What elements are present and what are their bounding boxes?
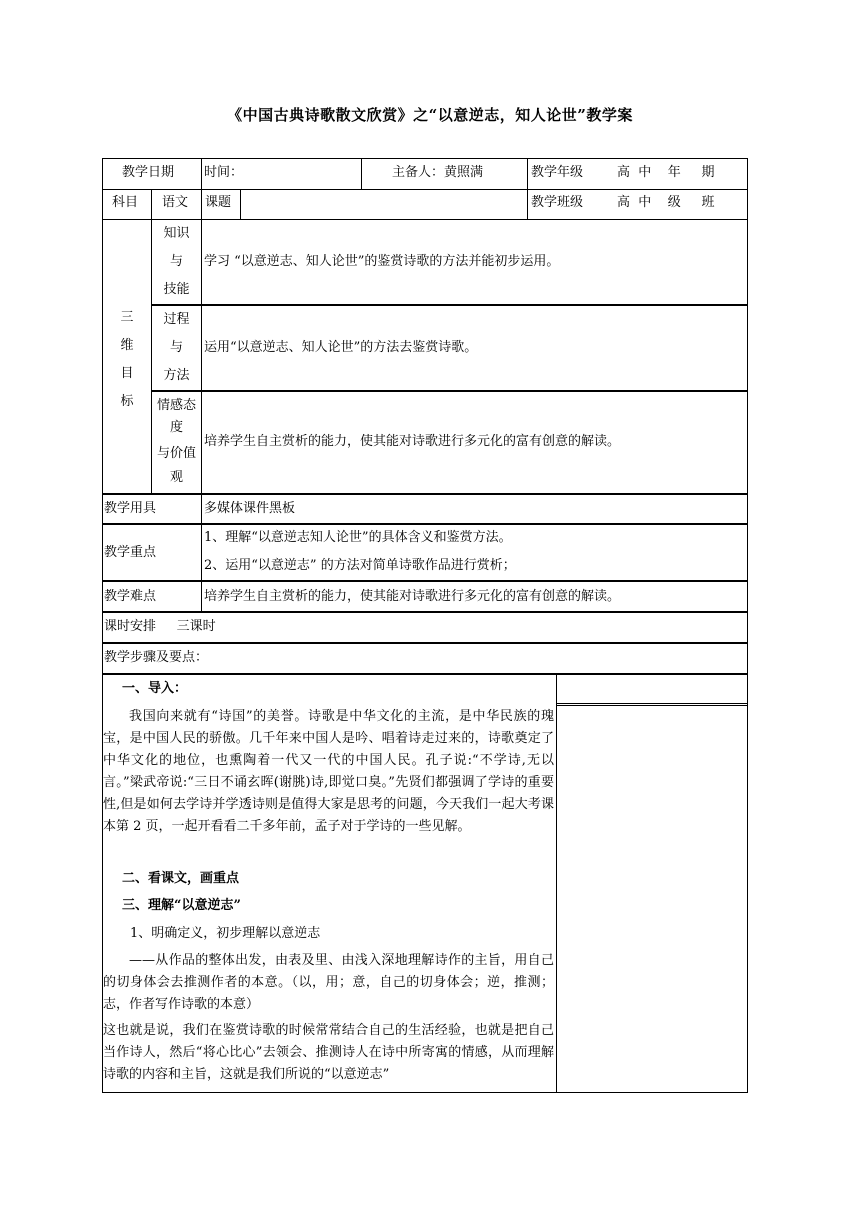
section-understand-heading: 三、理解“以意逆志” bbox=[122, 898, 241, 913]
objective-emotion-text: 培养学生自主赏析的能力，使其能对诗歌进行多元化的富有创意的解读。 bbox=[204, 434, 621, 449]
class-label: 教学班级 bbox=[531, 195, 584, 210]
class-value: 高 中 级 班 bbox=[617, 195, 715, 210]
step-definition: 1、明确定义，初步理解以意逆志 bbox=[130, 926, 321, 941]
section-read-heading: 二、看课文，画重点 bbox=[122, 871, 240, 886]
difficulty-value: 培养学生自主赏析的能力，使其能对诗歌进行多元化的富有创意的解读。 bbox=[204, 589, 621, 604]
subject-label: 科目 bbox=[112, 195, 139, 210]
subject-value: 语文 bbox=[162, 195, 189, 210]
topic-label: 课题 bbox=[205, 195, 232, 210]
steps-label: 教学步骤及要点： bbox=[104, 650, 209, 665]
definition-paragraph: ——从作品的整体出发，由表及里、由浅入深地理解诗作的主旨，用自己的切身体会去推测作者的本意。（以，用；意，自己的切身体会；逆，推测；志，作者写作诗歌的本意） bbox=[103, 953, 554, 1012]
key-point-1: 1、理解“以意逆志知人论世”的具体含义和鉴赏方法。 bbox=[204, 530, 512, 545]
explanation-paragraph: 这也就是说，我们在鉴赏诗歌的时候常常结合自己的生活经验，也就是把自己当作诗人，然后“将心比心”去领会、推测诗人在诗中所寄寓的情感，从而理解诗歌的内容和主旨，这就是我们所说的“以意逆志” bbox=[103, 1023, 554, 1082]
intro-paragraph: 我国向来就有“诗国”的美誉。诗歌是中华文化的主流，是中华民族的瑰宝，是中国人民的骄傲。几千年来中国人是吟、唱着诗走过来的，诗歌奠定了中华文化的地位，也熏陶着一代又一代的中国人民。孔子说:“不学诗,无以言。”梁武帝说:“三日不诵玄晖(谢朓)诗,即觉口臭。”先贤们都强调了学诗的重要性,但是如何去学诗并学透诗则是值得大家是思考的问题，今天我们一起大考课本第 2 页，一起开看看二千多年前，孟子对于学诗的一些见解。 bbox=[103, 709, 554, 834]
schedule: 课时安排 三课时 bbox=[104, 619, 216, 634]
key-points-label: 教学重点 bbox=[104, 545, 157, 560]
grade-value: 高 中 年 期 bbox=[617, 165, 715, 180]
objective-process-text: 运用“以意逆志、知人论世”的方法去鉴赏诗歌。 bbox=[204, 340, 478, 355]
tools-label: 教学用具 bbox=[104, 501, 157, 516]
teach-date-label: 教学日期 bbox=[122, 165, 175, 180]
objective-knowledge-text: 学习 “以意逆志、知人论世”的鉴赏诗歌的方法并能初步运用。 bbox=[204, 254, 560, 269]
section-intro-heading: 一、导入： bbox=[122, 681, 188, 696]
difficulty-label: 教学难点 bbox=[104, 589, 157, 604]
document-title: 《中国古典诗歌散文欣赏》之“以意逆志，知人论世”教学案 bbox=[227, 106, 633, 124]
preparer: 主备人：黄照满 bbox=[392, 165, 484, 180]
time-label: 时间： bbox=[204, 165, 244, 180]
grade-label: 教学年级 bbox=[531, 165, 584, 180]
key-point-2: 2、运用“以意逆志” 的方法对简单诗歌作品进行赏析； bbox=[204, 558, 516, 573]
tools-value: 多媒体课件黑板 bbox=[204, 501, 296, 516]
